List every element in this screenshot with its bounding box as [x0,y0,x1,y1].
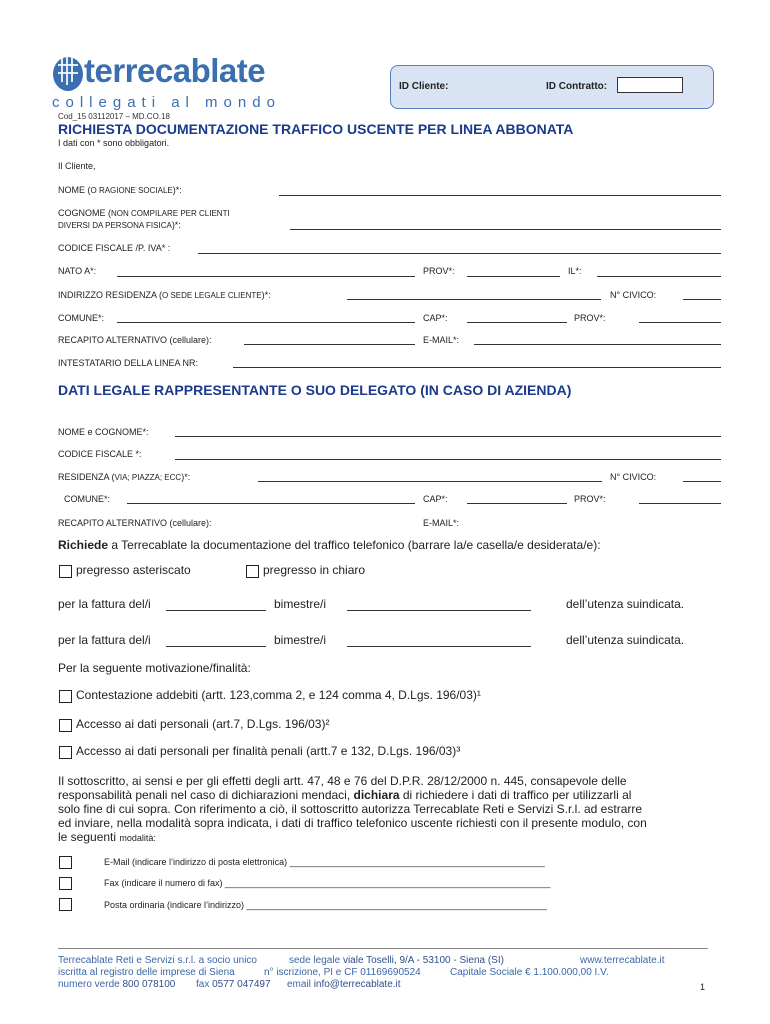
declaration-line-5: le seguenti modalità: [58,830,156,844]
il-label: IL*: [568,266,582,276]
logo-wordmark: terrecablate [84,52,266,89]
footer-iscrizione: n° iscrizione, PI e CF 01169690524 [264,967,421,978]
footer-numero-verde: numero verde 800 078100 [58,979,176,990]
legal-civico-label: N° CIVICO: [610,472,657,482]
legal-cf-field[interactable] [175,459,721,460]
footer-email: email info@terrecablate.it [287,979,401,990]
checkbox-fax[interactable] [59,877,72,890]
checkbox-asteriscato[interactable] [59,565,72,578]
delivery-fax: Fax (indicare il numero di fax) _________________________________________________________________ [104,878,551,888]
id-cliente-label: ID Cliente: [399,81,449,92]
legal-residenza-field[interactable] [258,481,602,482]
bimestre-label-1: bimestre/i [274,597,327,611]
legal-recapito-label: RECAPITO ALTERNATIVO (cellulare): [58,518,212,528]
motivo-3-label: Accesso ai dati personali per finalità penali (artt.7 e 132, D.Lgs. 196/03)³ [76,744,461,758]
comune-label: COMUNE*: [58,313,105,323]
cap-field[interactable] [467,322,567,323]
footer-company: Terrecablate Reti e Servizi s.r.l. a socio unico [58,955,257,966]
nome-field[interactable] [279,195,721,196]
civico-field[interactable] [683,299,721,300]
cognome-field[interactable] [290,229,721,230]
id-contratto-label: ID Contratto: [546,81,608,92]
cognome-label: COGNOME (NON COMPILARE PER CLIENTI [58,208,230,218]
id-contratto-field[interactable] [617,77,683,93]
checkbox-motivo-2[interactable] [59,719,72,732]
page-number: 1 [700,982,706,992]
declaration-line-1: Il sottoscritto, ai sensi e per gli effetti degli artt. 47, 48 e 76 del D.P.R. 28/12/2000 n. 445, consapevole delle [58,774,627,788]
legal-cap-label: CAP*: [423,494,448,504]
footer-capitale: Capitale Sociale € 1.100.000,00 I.V. [450,967,609,978]
cf-field[interactable] [198,253,721,254]
footer-website[interactable]: www.terrecablate.it [580,955,665,966]
delivery-posta: Posta ordinaria (indicare l’indirizzo) ____________________________________________________________ [104,900,547,910]
utenza-label-1: dell’utenza suindicata. [566,597,685,611]
checkbox-posta[interactable] [59,898,72,911]
page-title: RICHIESTA DOCUMENTAZIONE TRAFFICO USCENTE PER LINEA ABBONATA [58,121,574,137]
fattura-field-1[interactable] [166,610,266,611]
legal-nome-label: NOME e COGNOME*: [58,427,149,437]
bimestre-label-2: bimestre/i [274,633,327,647]
fattura-label-2: per la fattura del/i [58,633,151,647]
legal-nome-field[interactable] [175,436,721,437]
indirizzo-field[interactable] [347,299,601,300]
delivery-email: E-Mail (indicare l’indirizzo di posta elettronica) ___________________________________________________ [104,857,545,867]
legal-email-label: E-MAIL*: [423,518,460,528]
legal-cap-field[interactable] [467,503,567,504]
cognome-label-2: DIVERSI DA PERSONA FISICA)*: [58,220,181,230]
comune-field[interactable] [117,322,415,323]
nato-field[interactable] [117,276,415,277]
motivo-2-label: Accesso ai dati personali (art.7, D.Lgs. 196/03)² [76,717,330,731]
civico-label: N° CIVICO: [610,290,657,300]
option-asteriscato-label: pregresso asteriscato [76,563,191,577]
checkbox-motivo-3[interactable] [59,746,72,759]
indirizzo-label: INDIRIZZO RESIDENZA (O SEDE LEGALE CLIENTE)*: [58,290,271,300]
prov2-label: PROV*: [574,313,606,323]
footer-sede: sede legale viale Toselli, 9/A - 53100 - Siena (SI) [289,955,504,966]
legal-civico-field[interactable] [683,481,721,482]
nato-label: NATO A*: [58,266,97,276]
legal-prov-label: PROV*: [574,494,606,504]
declaration-line-3: solo fine di cui sopra. Con riferimento a ciò, il sottoscritto autorizza Terrecablate Reti e Servizi S.r.l. ad estrarre [58,802,643,816]
checkbox-motivo-1[interactable] [59,690,72,703]
prov2-field[interactable] [639,322,721,323]
legal-residenza-label: RESIDENZA (VIA; PIAZZA; ECC)*: [58,472,191,482]
logo-tagline: collegati al mondo [52,94,281,111]
footer-fax: fax 0577 047497 [196,979,271,990]
checkbox-chiaro[interactable] [246,565,259,578]
declaration-line-4: ed inviare, nella modalità sopra indicata, i dati di traffico telefonico uscente richiesti con il presente modulo, con [58,816,647,830]
legal-prov-field[interactable] [639,503,721,504]
email-field[interactable] [474,344,721,345]
cap-label: CAP*: [423,313,448,323]
footer-registro: iscritta al registro delle imprese di Siena [58,967,235,978]
bimestre-field-1[interactable] [347,610,531,611]
utenza-label-2: dell’utenza suindicata. [566,633,685,647]
richiede-text: Richiede a Terrecablate la documentazione del traffico telefonico (barrare la/e casella/e desiderata/e): [58,538,601,552]
intestatario-label: INTESTATARIO DELLA LINEA NR: [58,358,199,368]
tower-logo-icon [52,44,84,92]
bimestre-field-2[interactable] [347,646,531,647]
checkbox-email[interactable] [59,856,72,869]
document-code: Cod_15 03112017 – MD.CO.18 [58,112,170,121]
recapito-label: RECAPITO ALTERNATIVO (cellulare): [58,335,212,345]
motivo-1-label: Contestazione addebiti (artt. 123,comma 2, e 124 comma 4, D.Lgs. 196/03)¹ [76,688,481,702]
nome-label: NOME (O RAGIONE SOCIALE)*: [58,185,182,195]
fattura-field-2[interactable] [166,646,266,647]
prov-field[interactable] [467,276,560,277]
intestatario-field[interactable] [233,367,721,368]
legal-comune-label: COMUNE*: [64,494,111,504]
section2-title: DATI LEGALE RAPPRESENTANTE O SUO DELEGATO (IN CASO DI AZIENDA) [58,382,572,398]
cf-label: CODICE FISCALE /P. IVA* : [58,243,171,253]
salutation: Il Cliente, [58,161,96,171]
footer-divider [58,948,708,949]
option-chiaro-label: pregresso in chiaro [263,563,366,577]
il-field[interactable] [597,276,721,277]
prov-label: PROV*: [423,266,455,276]
declaration-line-2: responsabilità penali nel caso di dichiarazioni mendaci, dichiara di richiedere i dati di traffico per utilizzarli al [58,788,632,802]
required-note: I dati con * sono obbligatori. [58,138,170,148]
legal-cf-label: CODICE FISCALE *: [58,449,142,459]
fattura-label-1: per la fattura del/i [58,597,151,611]
legal-comune-field[interactable] [127,503,415,504]
email-label: E-MAIL*: [423,335,460,345]
motivazione-label: Per la seguente motivazione/finalità: [58,661,251,675]
recapito-field[interactable] [244,344,415,345]
